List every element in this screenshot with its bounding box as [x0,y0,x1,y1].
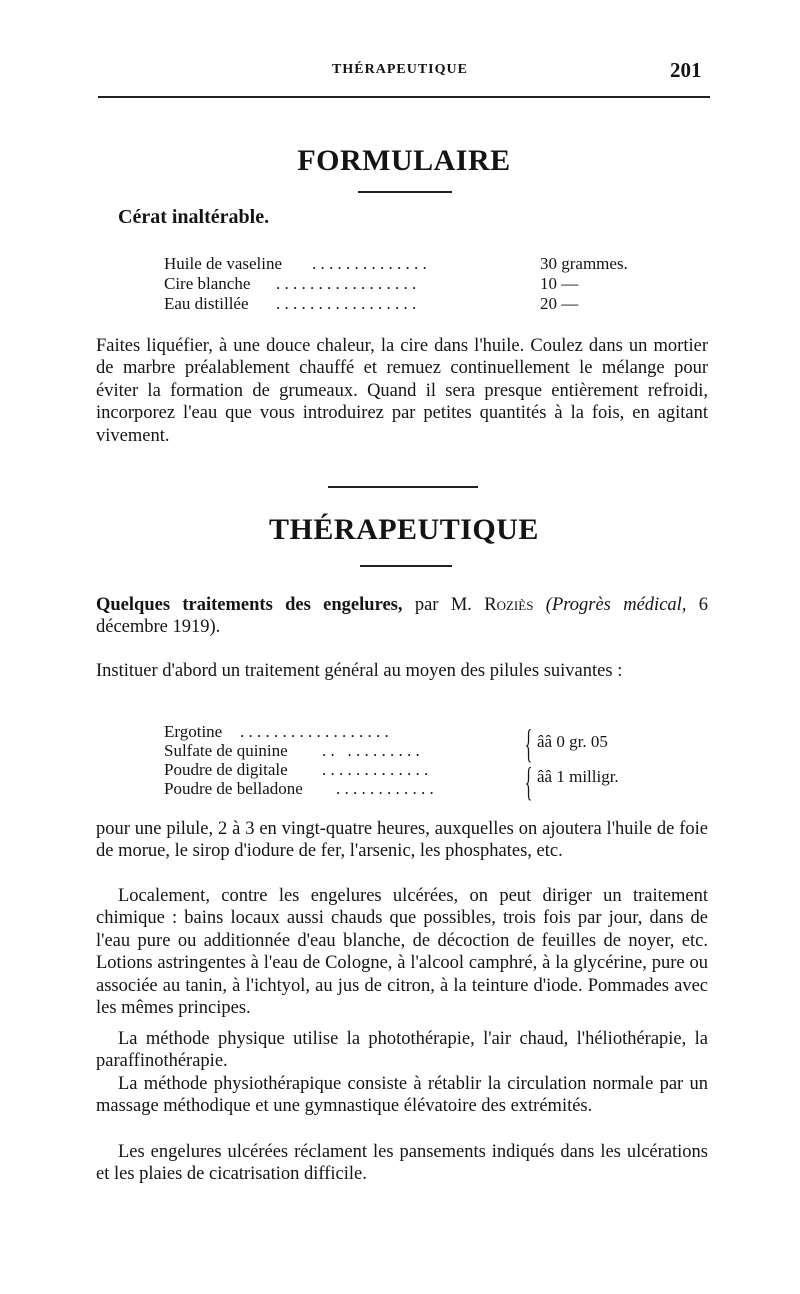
article-date: 6 décembre 1919). [96,595,709,638]
section-rule [358,191,452,193]
article-title-bold: Quelques traitements des engelures, [96,595,403,615]
leader-dots: . . . . . . . . . . . . . . . . . [276,274,417,293]
article-by: par M. [414,595,472,615]
ingredient-name: Eau distillée [164,294,249,313]
pill-dose: ââ 1 milligr. [537,767,619,786]
pill-ingredient: Ergotine [164,722,223,741]
article-title [96,594,708,639]
section-heading-formulaire: FORMULAIRE [297,144,511,177]
leader-dots: . . . . . . . . . . . . [336,779,434,798]
ingredient-qty: 10 — [540,274,579,293]
body-paragraph: La méthode physique utilise la photothérapie, l'air chaud, l'héliothérapie, la paraffinothérapie. [96,1029,708,1072]
header-rule [98,96,710,98]
pill-ingredient: Sulfate de quinine [164,741,288,760]
article-source: (Progrès médical, [545,595,687,615]
page-number: 201 [670,58,702,82]
brace: { [524,759,533,804]
section-divider [328,486,478,488]
pill-dose: ââ 0 gr. 05 [537,732,608,751]
intro-paragraph: Instituer d'abord un traitement général au moyen des pilules suivantes : [96,661,623,681]
section-heading-therapeutique: THÉRAPEUTIQUE [269,513,539,546]
section-rule [360,565,452,567]
body-paragraph: pour une pilule, 2 à 3 en vingt-quatre heures, auxquelles on ajoutera l'huile de foie de morue, le sirop d'iodure de fer, l'arsenic, les phosphates, etc. [96,819,708,862]
recipe-title: Cérat inaltérable. [118,206,270,228]
leader-dots: . . . . . . . . . . . [322,741,420,760]
brace: { [524,721,533,766]
leader-dots: . . . . . . . . . . . . . . [312,254,427,273]
leader-dots: . . . . . . . . . . . . . . . . . [276,294,417,313]
recipe-instructions: Faites liquéfier, à une douce chaleur, la cire dans l'huile. Coulez dans un mortier de marbre préalablement chauffé et remuez continuellement le mélange pour éviter la formation de grumeaux. Quand il sera presque entièrement refroidi, incorporez l'eau que vous introduirez par petites quantités à la fois, en agitant vivement. [96,336,708,446]
ingredient-qty: 20 — [540,294,579,313]
pill-ingredient: Poudre de belladone [164,779,303,798]
leader-dots: . . . . . . . . . . . . . [322,760,429,779]
ingredient-qty: 30 grammes. [540,254,628,273]
body-paragraph: Localement, contre les engelures ulcérées, on peut diriger un traitement chimique : bains locaux aussi chauds que possibles, trois fois par jour, dans de l'eau pure ou additionnée d'eau blanche, de décoction de feuilles de noyer, etc. Lotions astringentes à l'eau de Cologne, à l'alcool camphré, à la glycérine, pure ou associée au tanin, à l'ichtyol, au jus de citron, à la teinture d'iode. Pommades avec les mêmes principes. [96,886,708,1019]
body-paragraph: La méthode physiothérapique consiste à rétablir la circulation normale par un massage méthodique et une gymnastique élévatoire des extrémités. [96,1074,708,1117]
ingredient-name: Huile de vaseline [164,254,283,273]
article-author: Roziès [484,595,534,615]
leader-dots: . . . . . . . . . . . . . . . . . . [240,722,389,741]
pill-ingredient: Poudre de digitale [164,760,288,779]
body-paragraph: Les engelures ulcérées réclament les pansements indiqués dans les ulcérations et les plaies de cicatrisation difficile. [96,1142,708,1185]
ingredient-name: Cire blanche [164,274,251,293]
running-title: THÉRAPEUTIQUE [332,62,468,77]
